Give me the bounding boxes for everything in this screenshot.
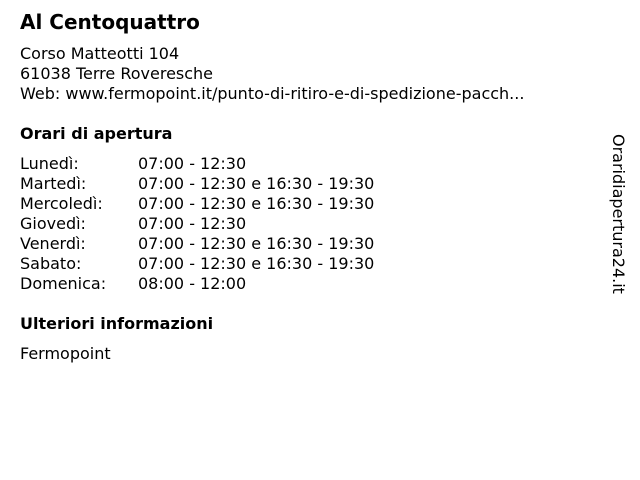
- site-watermark: Oraridiapertura24.it: [609, 134, 628, 294]
- day-label: Mercoledì:: [20, 194, 103, 213]
- further-info-value: Fermopoint: [20, 344, 111, 363]
- address-web: Web: www.fermopoint.it/punto-di-ritiro-e-di-spedizione-pacch...: [20, 84, 525, 103]
- opening-hours-table: [20, 154, 440, 294]
- address-city: 61038 Terre Roveresche: [20, 64, 214, 83]
- time-range: 07:00 - 12:30: [138, 214, 247, 233]
- day-label: Lunedì:: [20, 154, 79, 173]
- hours-row-monday: [20, 154, 440, 174]
- time-range: 07:00 - 12:30 e 16:30 - 19:30: [138, 174, 375, 193]
- day-label: Sabato:: [20, 254, 82, 273]
- day-label: Venerdì:: [20, 234, 86, 253]
- day-label: Giovedì:: [20, 214, 86, 233]
- day-label: Martedì:: [20, 174, 87, 193]
- address-block: [20, 44, 524, 104]
- time-range: 07:00 - 12:30 e 16:30 - 19:30: [138, 194, 375, 213]
- hours-row-thursday: [20, 214, 440, 234]
- opening-hours-heading: Orari di apertura: [20, 124, 173, 143]
- time-range: 08:00 - 12:00: [138, 274, 247, 293]
- time-range: 07:00 - 12:30 e 16:30 - 19:30: [138, 234, 375, 253]
- time-range: 07:00 - 12:30: [138, 154, 247, 173]
- page-title: Al Centoquattro: [20, 10, 200, 34]
- further-info-heading: Ulteriori informazioni: [20, 314, 214, 333]
- day-label: Domenica:: [20, 274, 107, 293]
- address-street: Corso Matteotti 104: [20, 44, 180, 63]
- hours-row-friday: [20, 234, 440, 254]
- hours-row-wednesday: [20, 194, 440, 214]
- time-range: 07:00 - 12:30 e 16:30 - 19:30: [138, 254, 375, 273]
- hours-row-saturday: [20, 254, 440, 274]
- hours-row-sunday: [20, 274, 440, 294]
- hours-row-tuesday: [20, 174, 440, 194]
